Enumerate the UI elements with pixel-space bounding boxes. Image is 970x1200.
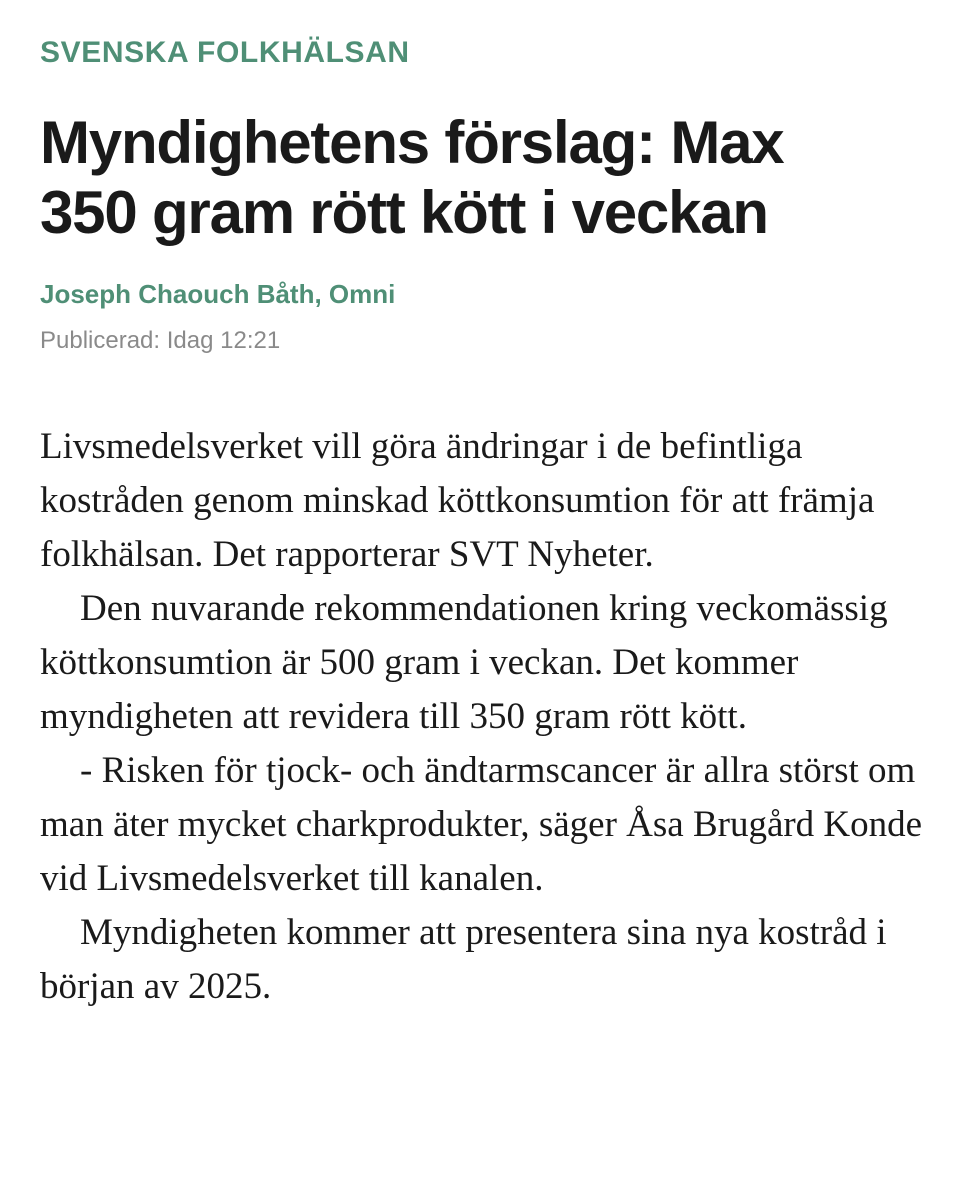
body-paragraph-2: Den nuvarande rekommendationen kring veckomässig köttkonsumtion är 500 gram i veckan. Det kommer myndigheten att revidera till 350 gram rött kött.: [40, 588, 888, 737]
author-byline[interactable]: Joseph Chaouch Båth, Omni: [40, 279, 396, 309]
headline-line-1: Myndighetens förslag: Max: [40, 109, 784, 176]
body-paragraph-1: Livsmedelsverket vill göra ändringar i de befintliga kostråden genom minskad köttkonsumtion för att främja folkhälsan. Det rapporterar SVT Nyheter.: [40, 426, 875, 575]
section-label[interactable]: SVENSKA FOLKHÄLSAN: [40, 36, 410, 69]
headline-line-2: 350 gram rött kött i veckan: [40, 179, 768, 246]
published-timestamp: Publicerad: Idag 12:21: [40, 327, 281, 354]
body-paragraph-3: - Risken för tjock- och ändtarmscancer är allra störst om man äter mycket charkprodukter, säger Åsa Brugård Konde vid Livsmedelsverket till kanalen.: [40, 750, 923, 899]
article-headline: [40, 108, 920, 248]
body-paragraph-4: Myndigheten kommer att presentera sina nya kostråd i början av 2025.: [40, 912, 887, 1007]
article-body: [40, 420, 940, 1014]
